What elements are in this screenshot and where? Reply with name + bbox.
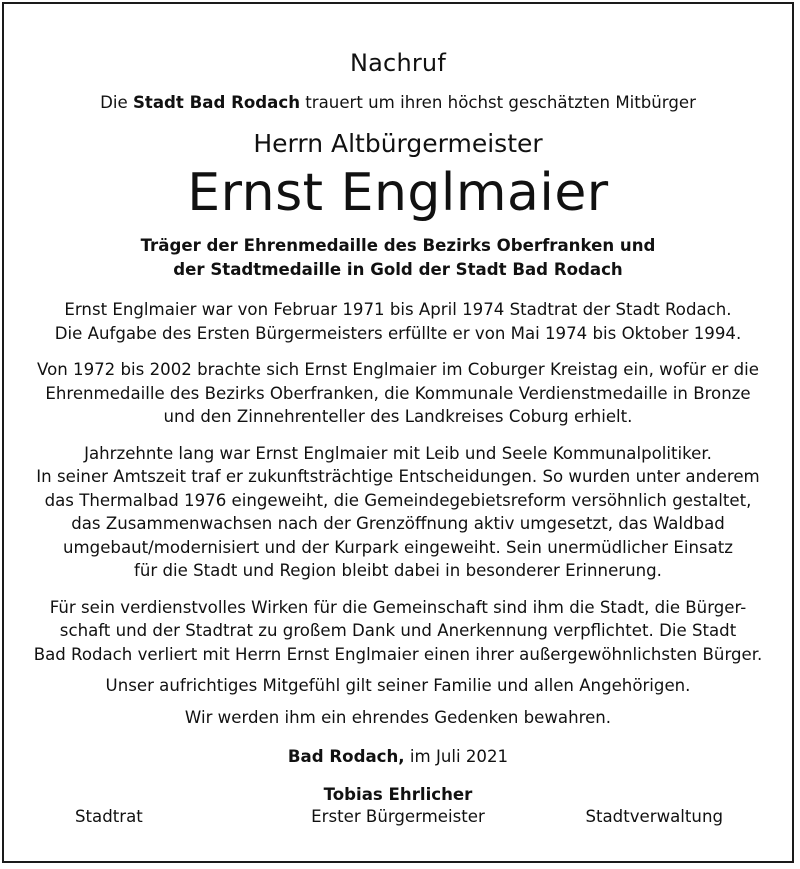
obituary-frame xyxy=(2,2,794,863)
signature-stadtrat: Stadtrat xyxy=(75,807,143,826)
paragraph-line: Ernst Englmaier war von Februar 1971 bis April 1974 Stadtrat der Stadt Rodach. xyxy=(64,300,732,319)
paragraph-line: Für sein verdienstvolles Wirken für die Gemeinschaft sind ihm die Stadt, die Bürger- xyxy=(49,597,747,617)
dateline xyxy=(18,745,778,768)
paragraph-line: das Thermalbad 1976 eingeweiht, die Gemeindegebietsreform versöhnlich gestaltet, xyxy=(44,490,752,510)
paragraph-line: für die Stadt und Region bleibt dabei in besonderer Erinnerung. xyxy=(134,561,662,580)
paragraph-line: und den Zinnehrenteller des Landkreises Coburg erhielt. xyxy=(163,407,633,426)
paragraph-achievements xyxy=(18,442,778,583)
paragraph-line: Die Aufgabe des Ersten Bürgermeisters erfüllte er von Mai 1974 bis Oktober 1994. xyxy=(54,323,742,343)
intro-before: Die xyxy=(100,93,133,112)
paragraph-line: Jahrzehnte lang war Ernst Englmaier mit Leib und Seele Kommunalpolitiker. xyxy=(84,443,712,463)
paragraph-career xyxy=(18,298,778,345)
paragraph-line: In seiner Amtszeit traf er zukunftsträchtige Entscheidungen. So wurden unter anderem xyxy=(36,467,760,486)
signature-mayor: Erster Bürgermeister xyxy=(311,807,485,826)
intro-line xyxy=(18,92,778,114)
remembrance-line: Wir werden ihm ein ehrendes Gedenken bewahren. xyxy=(184,707,612,727)
honors-block xyxy=(18,234,778,282)
paragraph-line: das Zusammenwachsen nach der Grenzöffnung aktiv umgesetzt, das Waldbad xyxy=(71,514,725,533)
honors-line: Träger der Ehrenmedaille des Bezirks Oberfranken und xyxy=(140,236,656,255)
signature-row xyxy=(18,806,778,828)
dateline-place: Bad Rodach, xyxy=(287,747,405,766)
honors-line: der Stadtmedaille in Gold der Stadt Bad Rodach xyxy=(173,260,623,279)
intro-after: trauert um ihren höchst geschätzten Mitbürger xyxy=(300,93,696,112)
paragraph-gratitude xyxy=(18,596,778,667)
signer-name: Tobias Ehrlicher xyxy=(323,785,473,804)
intro-city: Stadt Bad Rodach xyxy=(132,93,301,112)
paragraph-line: Von 1972 bis 2002 brachte sich Ernst Englmaier im Coburger Kreistag ein, wofür er die xyxy=(37,360,759,379)
paragraph-line: Ehrenmedaille des Bezirks Oberfranken, die Kommunale Verdienstmedaille in Bronze xyxy=(45,383,751,403)
obituary-heading: Nachruf xyxy=(350,49,446,77)
condolence-line: Unser aufrichtiges Mitgefühl gilt seiner Familie und allen Angehörigen. xyxy=(105,676,691,695)
deceased-name: Ernst Englmaier xyxy=(187,163,609,223)
paragraph-line: Bad Rodach verliert mit Herrn Ernst Englmaier einen ihrer außergewöhnlichsten Bürger. xyxy=(33,644,763,664)
paragraph-line: umgebaut/modernisiert und der Kurpark eingeweiht. Sein unermüdlicher Einsatz xyxy=(63,537,733,557)
paragraph-line: schaft und der Stadtrat zu großem Dank und Anerkennung verpflichtet. Die Stadt xyxy=(59,621,737,640)
honorific-title: Herrn Altbürgermeister xyxy=(253,129,543,158)
signature-administration: Stadtverwaltung xyxy=(585,807,723,826)
paragraph-kreistag xyxy=(18,358,778,429)
dateline-date: im Juli 2021 xyxy=(404,747,509,766)
obituary-content xyxy=(18,48,778,828)
